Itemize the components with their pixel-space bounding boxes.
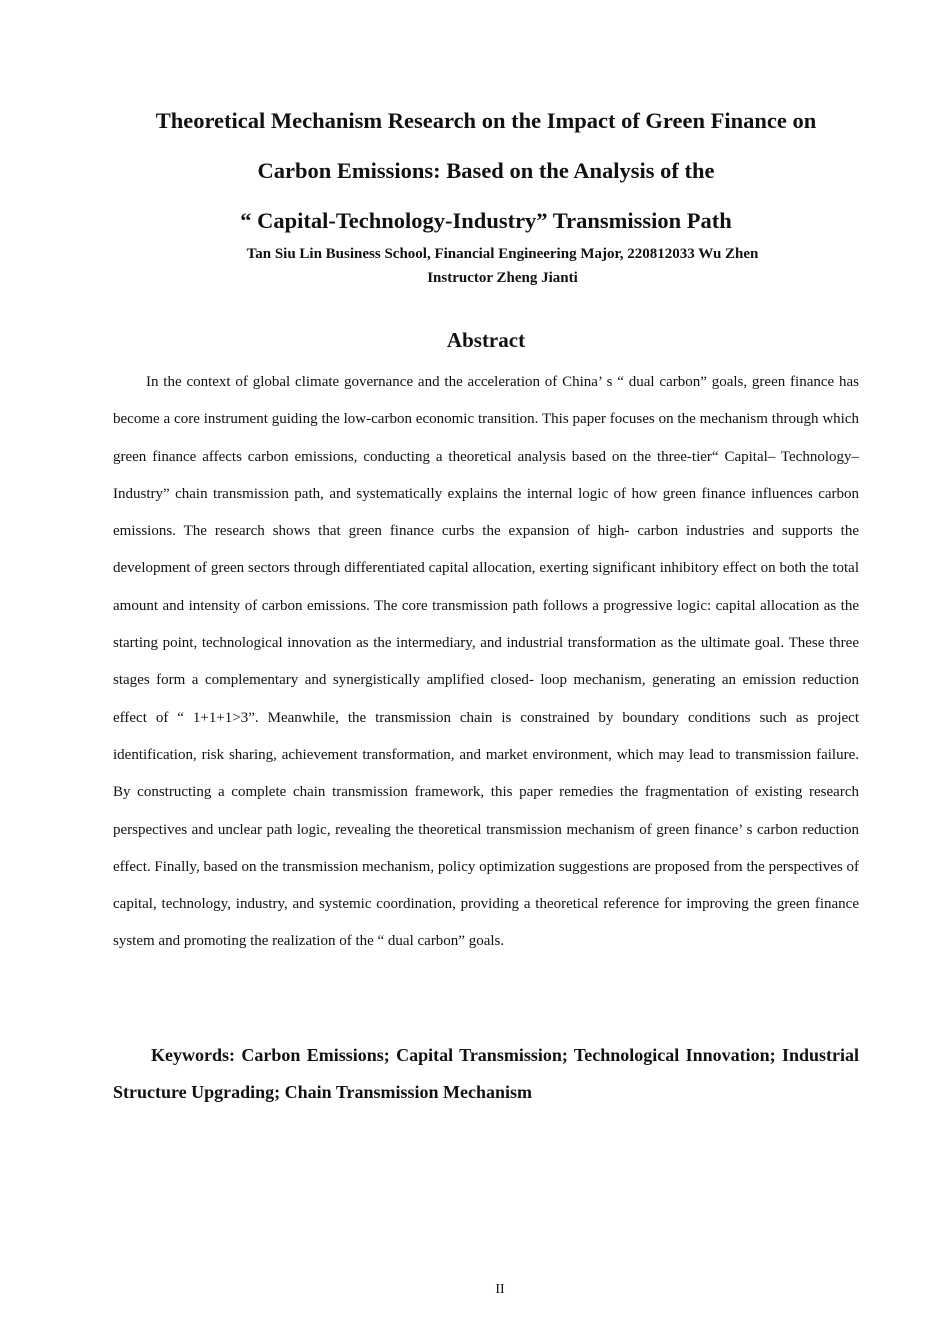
abstract-heading: Abstract <box>446 328 526 352</box>
author-byline <box>60 242 945 290</box>
page-number: II <box>495 1282 505 1297</box>
abstract-body: In the context of global climate governance and the acceleration of China’ s “ dual carbon” goals, green finance has become a core instrument guiding the low-carbon economic transition. This paper focuses on the mechanism through which green finance affects carbon emissions, conducting a theoretical analysis based on the three-tier“ Capital– Technology– Industry” chain transmission path, and systematically explains the internal logic of how green finance influences carbon emissions. The research shows that green finance curbs the expansion of high- carbon industries and supports the development of green sectors through differentiated capital allocation, exerting significant inhibitory effect on both the total amount and intensity of carbon emissions. The core transmission path follows a progressive logic: capital allocation as the starting point, technological innovation as the intermediary, and industrial transformation as the ultimate goal. These three stages form a complementary and synergistically amplified closed- loop mechanism, generating an emission reduction effect of “ 1+1+1>3”. Meanwhile, the transmission chain is constrained by boundary conditions such as project identification, risk sharing, achievement transformation, and market environment, which may lead to transmission failure. By constructing a complete chain transmission framework, this paper remedies the fragmentation of existing research perspectives and unclear path logic, revealing the theoretical transmission mechanism of green finance’ s carbon reduction effect. Finally, based on the transmission mechanism, policy optimization suggestions are proposed from the perspectives of capital, technology, industry, and systemic coordination, providing a theoretical reference for improving the green finance system and promoting the realization of the “ dual carbon” goals. <box>113 374 859 950</box>
title-line-1: Theoretical Mechanism Research on the Impact of Green Finance on <box>155 108 817 133</box>
author-affiliation: Tan Siu Lin Business School, Financial Engineering Major, 220812033 Wu Zhen <box>246 246 759 262</box>
title-line-3: “ Capital-Technology-Industry” Transmission Path <box>240 208 732 233</box>
title-line-2: Carbon Emissions: Based on the Analysis of the <box>257 158 715 183</box>
instructor-line: Instructor Zheng Jianti <box>427 270 578 286</box>
paper-title <box>60 96 912 246</box>
keywords-line: Keywords: Carbon Emissions; Capital Transmission; Technological Innovation; Industrial Structure Upgrading; Chain Transmission Mechanism <box>113 1045 859 1102</box>
